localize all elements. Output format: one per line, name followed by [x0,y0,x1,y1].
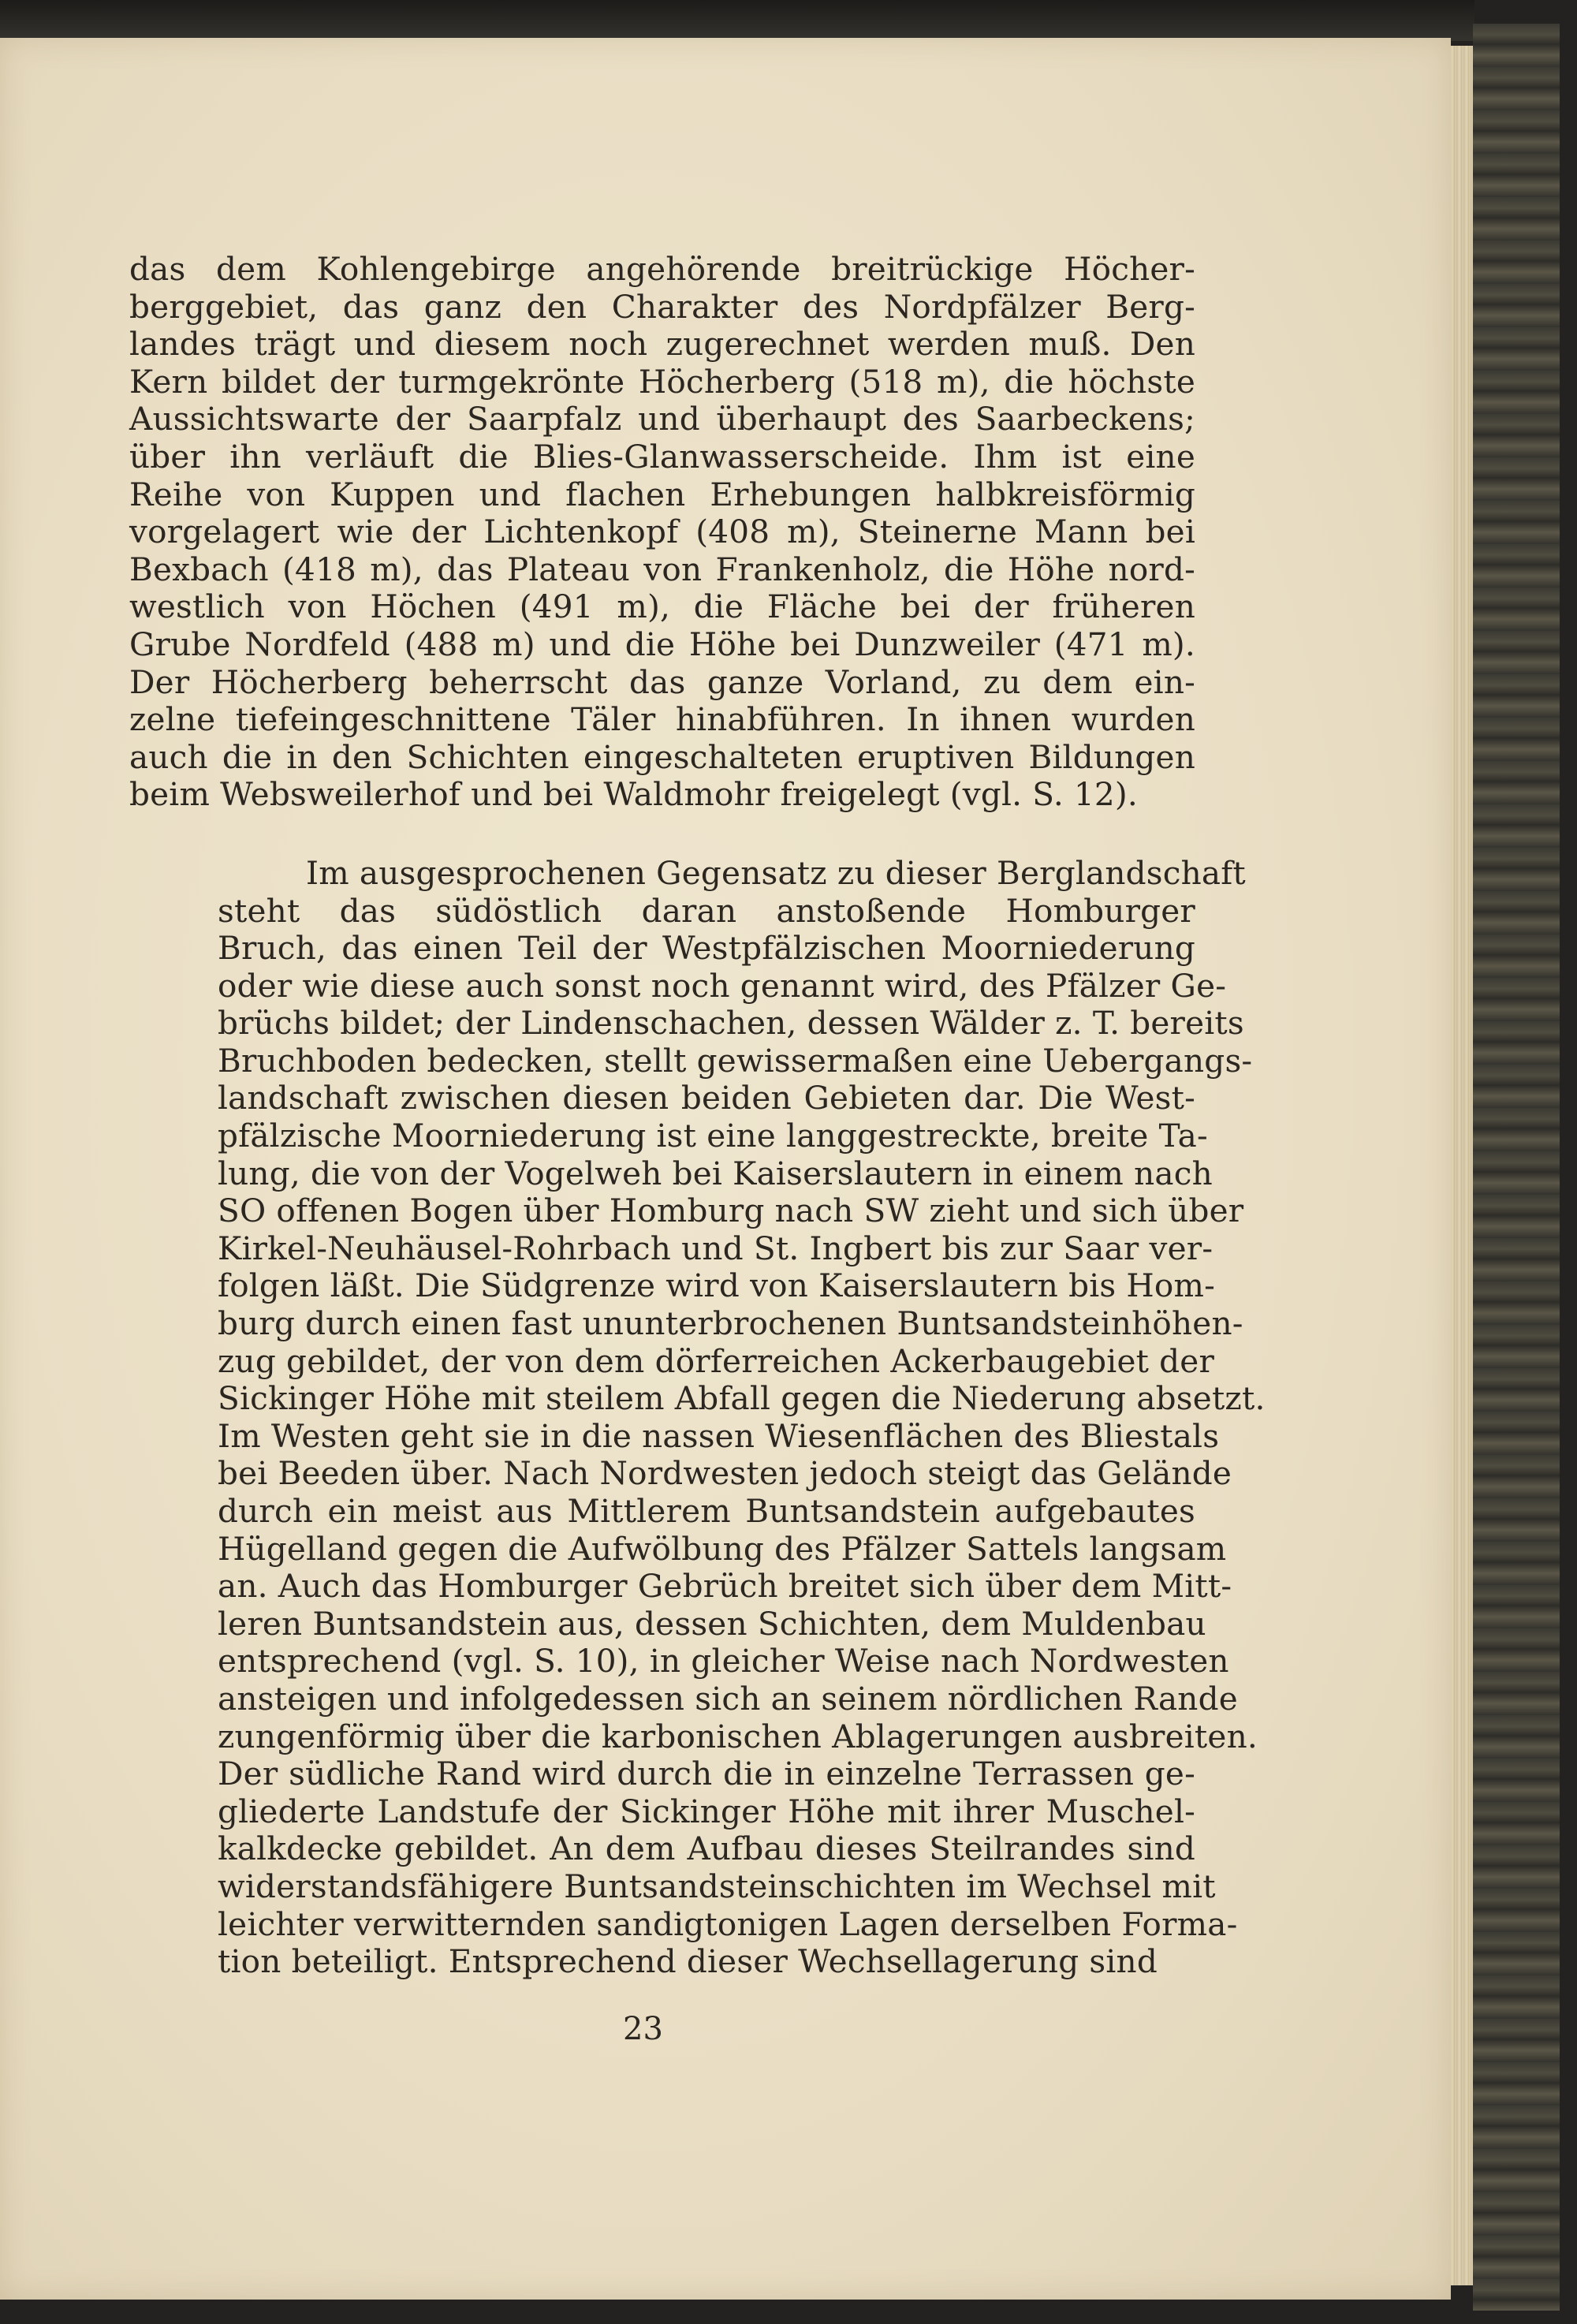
text-line: Bruchboden bedecken, stellt gewissermaßen eine Uebergangs- [218,1041,1253,1080]
text-line: das dem Kohlengebirge angehörende breitrückige Höcher- [129,250,1195,288]
page-number: 23 [623,2011,663,2047]
text-line: Bruch, das einen Teil der Westpfälzischen Moorniederung [218,929,1195,968]
text-line: oder wie diese auch sonst noch genannt wird, des Pfälzer Ge- [218,966,1227,1005]
text-line: westlich von Höchen (491 m), die Fläche bei der früheren [129,588,1195,626]
text-line: Bexbach (418 m), das Plateau von Frankenholz, die Höhe nord- [129,550,1195,588]
text-line: entsprechend (vgl. S. 10), in gleicher Weise nach Nordwesten [218,1642,1229,1681]
text-line: zungenförmig über die karbonischen Ablagerungen ausbreiten. [218,1717,1258,1755]
text-line: Kirkel-Neuhäusel-Rohrbach und St. Ingbert bis zur Saar ver- [218,1229,1214,1267]
text-line: leren Buntsandstein aus, dessen Schichten, dem Muldenbau [218,1604,1206,1643]
text-line: Aussichtswarte der Saarpfalz und überhaupt des Saarbeckens; [129,400,1195,438]
text-line: über ihn verläuft die Blies-Glanwasserscheide. Ihm ist eine [129,437,1195,476]
paragraph [129,251,1195,814]
text-line: landes trägt und diesem noch zugerechnet werden muß. Den [129,325,1195,364]
text-line: pfälzische Moorniederung ist eine langgestreckte, breite Ta- [218,1117,1208,1155]
text-line: ansteigen und infolgedessen sich an seinem nördlichen Rande [218,1679,1238,1718]
text-line: Im Westen geht sie in die nassen Wiesenflächen des Bliestals [218,1416,1220,1455]
text-line: lung, die von der Vogelweh bei Kaiserslautern in einem nach [218,1154,1213,1192]
text-line: steht das südöstlich daran anstoßende Homburger [218,891,1195,930]
text-line: bei Beeden über. Nach Nordwesten jedoch steigt das Gelände [218,1454,1232,1493]
text-line: Kern bildet der turmgekrönte Höcherberg (518 m), die höchste [129,362,1195,401]
text-line: Reihe von Kuppen und flachen Erhebungen halbkreisförmig [129,475,1195,513]
text-line: tion beteiligt. Entsprechend dieser Wechsellagerung sind [218,1942,1158,1981]
text-line: SO offenen Bogen über Homburg nach SW zieht und sich über [218,1192,1244,1230]
text-line: Hügelland gegen die Aufwölbung des Pfälzer Sattels langsam [218,1529,1227,1568]
body-text [129,250,1266,1981]
text-line: auch die in den Schichten eingeschalteten eruptiven Bildungen [129,737,1195,776]
book-top-edge [0,0,1474,41]
text-line: Der Höcherberg beherrscht das ganze Vorland, zu dem ein- [129,662,1195,701]
text-line: beim Websweilerhof und bei Waldmohr freigelegt (vgl. S. 12). [129,775,1138,814]
text-line: leichter verwitternden sandigtonigen Lagen derselben Forma- [218,1904,1238,1943]
text-line: folgen läßt. Die Südgrenze wird von Kaiserslautern bis Hom- [218,1266,1216,1305]
text-line: Im ausgesprochenen Gegensatz zu dieser Berglandschaft [306,853,1246,892]
text-line: burg durch einen fast ununterbrochenen Buntsandsteinhöhen- [218,1304,1243,1343]
text-line: gliederte Landstufe der Sickinger Höhe mit ihrer Muschel- [218,1792,1195,1830]
text-line: berggebiet, das ganz den Charakter des Nordpfälzer Berg- [129,287,1195,326]
text-line: zelne tiefeingeschnittene Täler hinabführen. In ihnen wurden [129,700,1195,739]
text-line: brüchs bildet; der Lindenschachen, dessen Wälder z. T. bereits [218,1004,1244,1043]
text-line: zug gebildet, der von dem dörferreichen Ackerbaugebiet der [218,1341,1215,1380]
text-line: Der südliche Rand wird durch die in einzelne Terrassen ge- [218,1755,1195,1793]
text-line: kalkdecke gebildet. An dem Aufbau dieses Steilrandes sind [218,1830,1195,1868]
text-line: widerstandsfähigere Buntsandsteinschichten im Wechsel mit [218,1867,1216,1905]
text-line: vorgelagert wie der Lichtenkopf (408 m), Steinerne Mann bei [129,513,1195,551]
text-line: durch ein meist aus Mittlerem Buntsandstein aufgebautes [218,1492,1195,1530]
paragraph [129,853,1266,1981]
text-line: landschaft zwischen diesen beiden Gebieten dar. Die West- [218,1079,1195,1117]
text-line: Grube Nordfeld (488 m) und die Höhe bei Dunzweiler (471 m). [129,625,1195,663]
text-line: an. Auch das Homburger Gebrüch breitet sich über dem Mitt- [218,1567,1232,1606]
book-binding-spine [1473,24,1560,2311]
text-line: Sickinger Höhe mit steilem Abfall gegen die Niederung absetzt. [218,1379,1266,1418]
